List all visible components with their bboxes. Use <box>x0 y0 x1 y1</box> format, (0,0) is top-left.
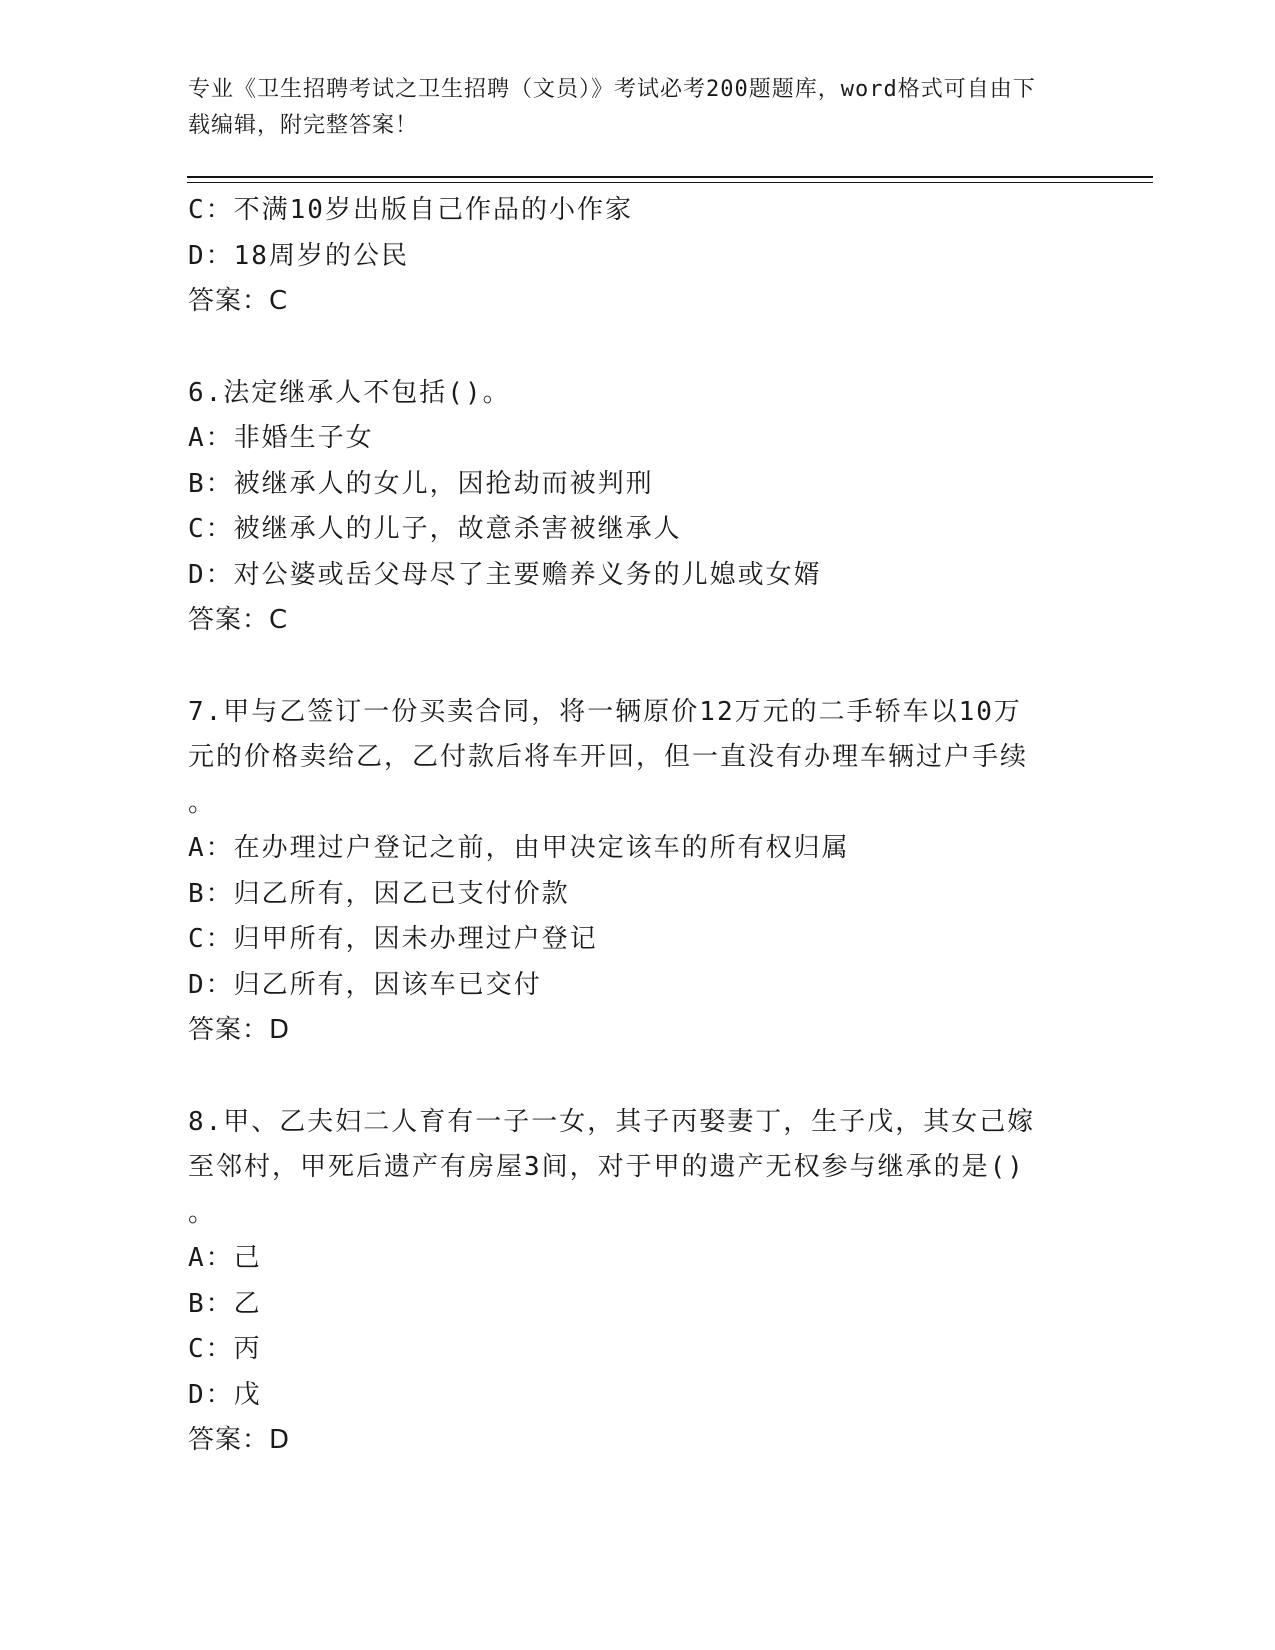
document-header-note: 专业《卫生招聘考试之卫生招聘（文员）》考试必考200题题库，word格式可自由下载编辑，附完整答案！ <box>188 77 1036 138</box>
spacer <box>188 325 1068 371</box>
question-7 <box>188 690 1068 1054</box>
question-stem: 6.法定继承人不包括()。 <box>188 377 511 408</box>
answer-line: 答案：C <box>188 605 289 635</box>
question-stem-line-2: 元的价格卖给乙，乙付款后将车开回，但一直没有办理车辆过户手续 <box>188 742 1029 772</box>
option-c: C：被继承人的儿子，故意杀害被继承人 <box>188 514 682 544</box>
option-d: D：归乙所有，因该车已交付 <box>188 969 542 1000</box>
option-b: B：归乙所有，因乙已支付价款 <box>188 878 570 909</box>
option-d: D：18周岁的公民 <box>188 240 409 271</box>
header-divider-thick <box>187 176 1153 178</box>
option-c: C：不满10岁出版自己作品的小作家 <box>188 195 633 225</box>
question-stem-line-1: 8.甲、乙夫妇二人育有一子一女，其子丙娶妻丁，生子戊，其女己嫁 <box>188 1106 1036 1137</box>
spacer <box>188 644 1068 690</box>
question-stem-line-3: 。 <box>188 787 217 818</box>
option-a: A：非婚生子女 <box>188 423 374 453</box>
option-a: A：在办理过户登记之前，由甲决定该车的所有权归属 <box>188 833 850 863</box>
answer-line: 答案：D <box>188 1425 291 1455</box>
option-a: A：己 <box>188 1243 262 1273</box>
spacer <box>188 1054 1068 1100</box>
answer-line: 答案：C <box>188 286 289 316</box>
question-stem-line-2: 至邻村，甲死后遗产有房屋3间，对于甲的遗产无权参与继承的是() <box>188 1152 1025 1182</box>
answer-line: 答案：D <box>188 1015 291 1045</box>
question-stem-line-1: 7.甲与乙签订一份买卖合同，将一辆原价12万元的二手轿车以10万 <box>188 696 1022 727</box>
question-stem-line-3: 。 <box>188 1197 217 1228</box>
question-6 <box>188 371 1068 644</box>
option-c: C：归甲所有，因未办理过户登记 <box>188 924 598 954</box>
option-c: C：丙 <box>188 1334 262 1364</box>
question-list <box>188 188 1068 1464</box>
question-5-tail <box>188 188 1068 325</box>
option-d: D：戊 <box>188 1379 262 1410</box>
header-divider-thin <box>187 182 1153 183</box>
question-8 <box>188 1100 1068 1464</box>
option-b: B：被继承人的女儿，因抢劫而被判刑 <box>188 468 654 499</box>
option-b: B：乙 <box>188 1288 262 1319</box>
option-d: D：对公婆或岳父母尽了主要赡养义务的儿媳或女婿 <box>188 559 822 590</box>
